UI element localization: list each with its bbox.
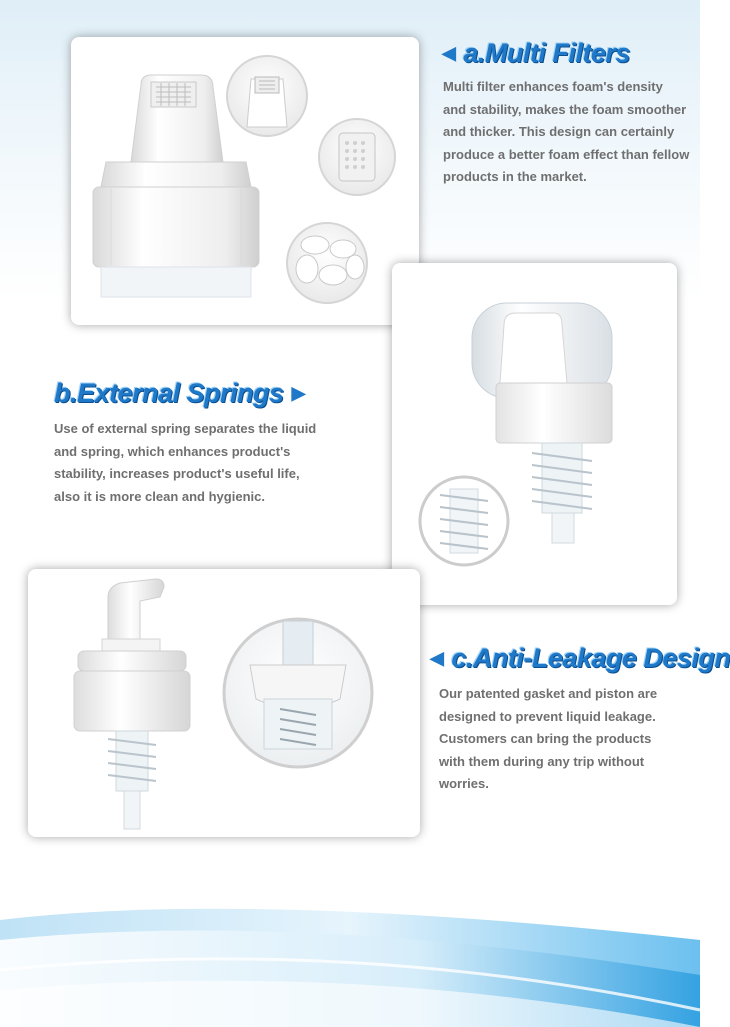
section-c-line: worries. <box>439 776 489 791</box>
anti-leakage-image-card <box>28 569 420 837</box>
decorative-swoosh <box>0 880 700 1027</box>
multi-filter-product-illustration <box>71 37 419 325</box>
section-a-line: and stability, makes the foam smoother <box>443 101 687 117</box>
section-a-heading <box>442 38 630 69</box>
section-b-text <box>54 418 316 508</box>
section-c-line: Customers can bring the products <box>439 731 652 746</box>
section-b-line: and spring, which enhances product's <box>54 443 291 459</box>
section-a-line: Multi filter enhances foam's density <box>443 79 663 94</box>
section-b-heading <box>54 378 305 409</box>
section-b-line: stability, increases product's useful life, <box>54 466 300 481</box>
anti-leakage-product-illustration <box>28 569 420 837</box>
section-a-line: produce a better foam effect than fellow <box>443 146 690 162</box>
section-b-line: also it is more clean and hygienic. <box>54 488 265 504</box>
external-spring-product-illustration <box>392 263 677 605</box>
section-b-line: Use of external spring separates the liquid <box>54 421 317 436</box>
section-b-title: b.External Springs <box>54 378 284 408</box>
arrow-left-icon: ◀ <box>430 648 444 668</box>
section-a-line: products in the market. <box>443 169 587 184</box>
section-c-heading <box>430 643 730 674</box>
section-c-title: c.Anti-Leakage Design <box>451 643 730 673</box>
section-c-line: Our patented gasket and piston are <box>439 686 658 701</box>
multi-filter-image-card <box>71 37 419 325</box>
section-a-text <box>443 76 689 189</box>
section-a-line: and thicker. This design can certainly <box>443 124 675 139</box>
section-c-line: designed to prevent liquid leakage. <box>439 708 656 724</box>
section-c-line: with them during any trip without <box>439 753 645 769</box>
arrow-left-icon: ◀ <box>442 43 456 63</box>
section-c-text <box>439 683 657 796</box>
section-a-title: a.Multi Filters <box>463 38 630 68</box>
external-spring-image-card <box>392 263 677 605</box>
arrow-right-icon: ▶ <box>291 383 305 403</box>
